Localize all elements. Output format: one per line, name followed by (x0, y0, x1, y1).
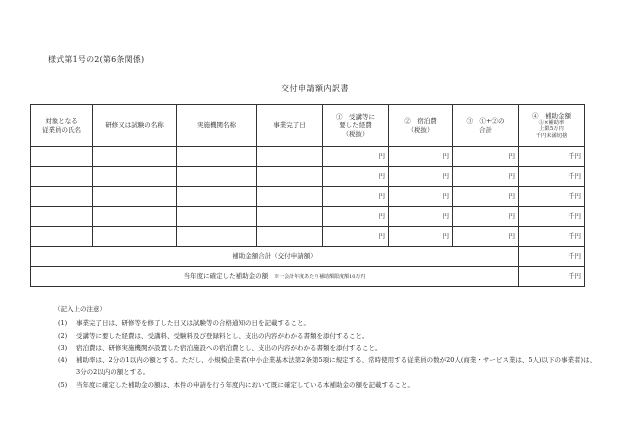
institution-cell[interactable] (177, 207, 257, 227)
breakdown-table (30, 104, 585, 287)
lodging-cell[interactable]: 円 (389, 147, 453, 167)
lodging-cell[interactable]: 円 (389, 167, 453, 187)
header-line: ① 受講等に (336, 113, 375, 122)
header-lodging (389, 105, 453, 147)
table-row (31, 167, 585, 187)
notes-heading: （記入上の注意） (54, 305, 106, 313)
note-number: (2) (58, 331, 68, 340)
sum-cell[interactable]: 円 (453, 227, 519, 247)
header-institution: 実施機関名称 (177, 105, 257, 147)
note-text: 補助率は、2分の1以内の額とする。ただし、小規模企業者(中小企業基本法第2条第5項に規定する、常時使用する従業員の数が20人(商業・サービス業は、5人)以下の事業者)は、3分の2以内の額とする。 (76, 356, 597, 377)
completion-date-cell[interactable] (257, 167, 323, 187)
subsidy-cell[interactable]: 千円 (519, 187, 585, 207)
lodging-cell[interactable]: 円 (389, 227, 453, 247)
total-label: 補助金額合計（交付申請額） (31, 247, 519, 267)
header-line: （税抜） (342, 129, 369, 138)
confirmed-row (31, 267, 585, 287)
note-text: 受講等に要した経費は、受講料、受験料及び登録料とし、支出の内容がわかる書類を添付すること。 (76, 331, 369, 340)
total-amount-cell[interactable]: 千円 (519, 247, 585, 267)
header-line: ② 宿泊費 (404, 117, 437, 126)
note-text: 宿泊費は、研修実施機関が設置した宿泊施設への宿泊費とし、支出の内容がわかる書類を添付すること。 (76, 343, 382, 352)
note-number: (5) (58, 380, 68, 389)
note-item (58, 317, 598, 329)
completion-date-cell[interactable] (257, 147, 323, 167)
subsidy-cell[interactable]: 千円 (519, 227, 585, 247)
completion-date-cell[interactable] (257, 207, 323, 227)
note-item (58, 354, 598, 379)
confirmed-note: ※一会計年度あたり補助額限度額10万円 (274, 274, 366, 281)
lodging-cell[interactable]: 円 (389, 207, 453, 227)
header-line: 従業員の氏名 (42, 125, 81, 134)
employee-name-cell[interactable] (31, 187, 93, 207)
form-number: 様式第1号の2(第6条関係) (48, 55, 145, 64)
header-line: 要した経費 (339, 121, 372, 130)
subsidy-cell[interactable]: 千円 (519, 167, 585, 187)
completion-date-cell[interactable] (257, 227, 323, 247)
subsidy-cell[interactable]: 千円 (519, 207, 585, 227)
course-name-cell[interactable] (93, 167, 177, 187)
note-item (58, 342, 598, 354)
fees-cell[interactable]: 円 (323, 147, 389, 167)
header-line: 上限5万円 (539, 126, 564, 133)
course-name-cell[interactable] (93, 227, 177, 247)
fees-cell[interactable]: 円 (323, 187, 389, 207)
notes-section (54, 303, 598, 391)
note-number: (3) (58, 343, 68, 352)
note-item (58, 379, 598, 391)
table-row (31, 147, 585, 167)
header-line: ③ ①+②の (466, 117, 505, 126)
sum-cell[interactable]: 円 (453, 187, 519, 207)
note-number: (1) (58, 319, 68, 328)
note-text: 事業完了日は、研修等を修了した日又は試験等の合格通知の日を記載すること。 (76, 319, 310, 328)
header-completion-date: 事業完了日 (257, 105, 323, 147)
note-item (58, 330, 598, 342)
table-row (31, 227, 585, 247)
course-name-cell[interactable] (93, 187, 177, 207)
table-row (31, 187, 585, 207)
header-line: （税抜） (407, 125, 434, 134)
lodging-cell[interactable]: 円 (389, 187, 453, 207)
fees-cell[interactable]: 円 (323, 207, 389, 227)
sum-cell[interactable]: 円 (453, 207, 519, 227)
confirmed-amount-cell[interactable]: 千円 (519, 267, 585, 287)
employee-name-cell[interactable] (31, 167, 93, 187)
page-title: 交付申請額内訳書 (281, 84, 349, 93)
fees-cell[interactable]: 円 (323, 167, 389, 187)
completion-date-cell[interactable] (257, 187, 323, 207)
header-employee-name (31, 105, 93, 147)
institution-cell[interactable] (177, 227, 257, 247)
header-line: 対象となる (45, 117, 78, 126)
course-name-cell[interactable] (93, 147, 177, 167)
sum-cell[interactable]: 円 (453, 147, 519, 167)
institution-cell[interactable] (177, 147, 257, 167)
header-line: ③×補助率 (538, 119, 565, 126)
fees-cell[interactable]: 円 (323, 227, 389, 247)
header-fees (323, 105, 389, 147)
header-row (31, 105, 585, 147)
header-line: 合計 (479, 125, 492, 134)
total-row (31, 247, 585, 267)
sum-cell[interactable]: 円 (453, 167, 519, 187)
course-name-cell[interactable] (93, 207, 177, 227)
header-line: 千円未満切捨 (535, 132, 568, 139)
header-sum (453, 105, 519, 147)
institution-cell[interactable] (177, 187, 257, 207)
subsidy-cell[interactable]: 千円 (519, 147, 585, 167)
confirmed-label-cell (31, 267, 519, 287)
institution-cell[interactable] (177, 167, 257, 187)
employee-name-cell[interactable] (31, 227, 93, 247)
note-number: (4) (58, 356, 68, 365)
header-line: ④ 補助金額 (532, 111, 571, 120)
note-text: 当年度に確定した補助金の額は、本件の申請を行う年度内において既に確定している本補助金の額を記載すること。 (76, 380, 414, 389)
table-row (31, 207, 585, 227)
employee-name-cell[interactable] (31, 147, 93, 167)
header-subsidy (519, 105, 585, 147)
confirmed-label: 当年度に確定した補助金の額 (183, 272, 269, 281)
header-course-name: 研修又は試験の名称 (93, 105, 177, 147)
employee-name-cell[interactable] (31, 207, 93, 227)
